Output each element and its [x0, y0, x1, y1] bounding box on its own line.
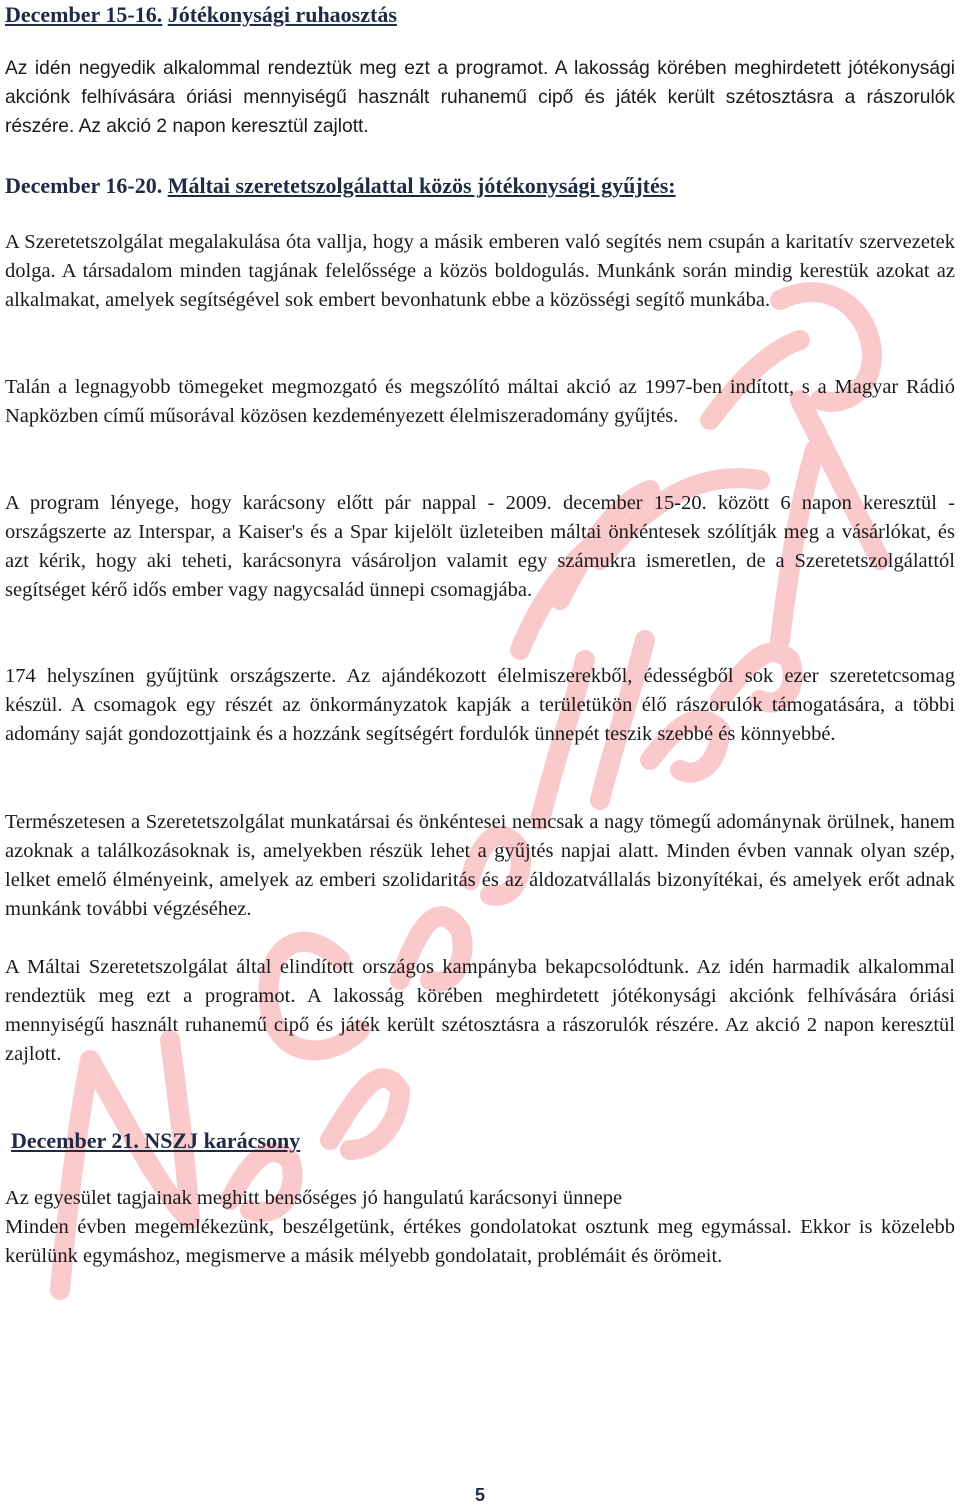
paragraph: Az idén negyedik alkalommal rendeztük meg ezt a programot. A lakosság körében meghirdetett jótékonysági akciónk felhívására óriási mennyiségű használt ruhanemű cipő és játék került szétosztásra a rászorulók részére. Az akció 2 napon keresztül zajlott.	[5, 58, 955, 137]
section-ruhaosztas	[5, 0, 955, 29]
paragraph: Minden évben megemlékezünk, beszélgetünk, értékes gondolatokat osztunk meg egymással. Ekkor is közelebb kerülünk egymáshoz, megismerve a másik mélyebb gondolatait, problémáit és örömeit.	[5, 1216, 955, 1267]
section-heading	[5, 0, 955, 29]
paragraph-maltai-locations	[5, 662, 955, 749]
paragraph-karacsony	[5, 1184, 955, 1271]
paragraph-line: Az egyesület tagjainak meghitt bensőséges jó hangulatú karácsonyi ünnepe	[5, 1187, 623, 1209]
section-maltai	[5, 171, 955, 200]
paragraph-maltai-campaign	[5, 953, 955, 1069]
heading-title: Jótékonysági ruhaosztás	[167, 2, 397, 27]
paragraph-ruhaosztas	[5, 54, 955, 141]
section-karacsony	[11, 1126, 960, 1155]
heading-date: December 15-16.	[5, 2, 163, 27]
section-heading	[5, 171, 955, 200]
paragraph: Természetesen a Szeretetszolgálat munkatársai és önkéntesei nemcsak a nagy tömegű adománynak örülnek, hanem azoknak a találkozásoknak is, amelyekben részük lehet a gyűjtés napjai alatt. Minden évben vannak olyan szép, lelket emelő élményeink, amelyek az emberi szolidaritás és az áldozatvállalás bizonyítékai, és amelyek erőt adnak munkánk további végzéséhez.	[5, 811, 955, 920]
paragraph: A Szeretetszolgálat megalakulása óta vallja, hogy a másik emberen való segítés nem csupán a karitatív szervezetek dolga. A társadalom minden tagjának felelőssége a közös boldogulás. Munkánk során mindig kerestük azokat az alkalmakat, amelyek segítségével sok embert bevonhatunk ebbe a közösségi segítő munkába.	[5, 231, 955, 311]
heading-date: December 16-20.	[5, 173, 163, 198]
paragraph: A Máltai Szeretetszolgálat által elindított országos kampányba bekapcsolódtunk. Az idén harmadik alkalommal rendeztük meg ezt a programot. A lakosság körében meghirdetett jótékonysági akciónk felhívására óriási mennyiségű használt ruhanemű cipő és játék került szétosztásra a rászorulók részére. Az akció 2 napon keresztül zajlott.	[5, 956, 955, 1065]
section-heading	[11, 1126, 960, 1155]
heading-title: Máltai szeretetszolgálattal közös jótékonysági gyűjtés:	[167, 173, 676, 198]
paragraph-maltai-history	[5, 373, 955, 431]
paragraph-maltai-intro	[5, 228, 955, 315]
paragraph: 174 helyszínen gyűjtünk országszerte. Az ajándékozott élelmiszerekből, édességből sok ezer szeretetcsomag készül. A csomagok egy részét az önkormányzatok kapják a területükön élő rászorulók támogatására, a többi adomány saját gondozottjaink és a hozzánk segítségért fordulók ünnepét teszik szebbé és könnyebbé.	[5, 665, 955, 745]
paragraph: Talán a legnagyobb tömegeket megmozgató és megszólító máltai akció az 1997-ben indított, s a Magyar Rádió Napközben című műsorával közösen kezdeményezett élelmiszeradomány gyűjtés.	[5, 376, 955, 427]
heading-text: December 21. NSZJ karácsony	[11, 1128, 301, 1153]
paragraph-maltai-volunteers	[5, 808, 955, 924]
paragraph-maltai-program	[5, 489, 955, 605]
paragraph: A program lényege, hogy karácsony előtt pár nappal - 2009. december 15-20. között 6 napon keresztül - országszerte az Interspar, a Kaiser's és a Spar kijelölt üzleteiben máltai önkéntesek szólítják meg a vásárlókat, és azt kérik, hogy aki teheti, karácsonyra vásároljon valamit egy számukra ismeretlen, de a Szeretetszolgálattól segítséget kérő idős ember vagy nagycsalád ünnepi csomagjába.	[5, 492, 955, 601]
page-number: 5	[474, 1485, 485, 1505]
